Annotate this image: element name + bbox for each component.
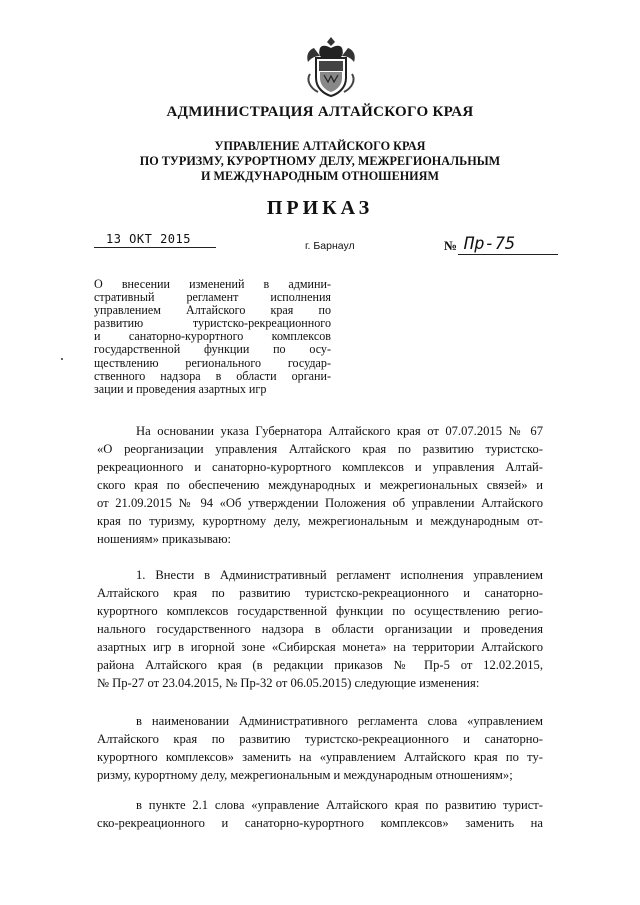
clause-2-1-paragraph bbox=[97, 796, 543, 832]
order-number: Пр-75 bbox=[464, 234, 516, 254]
paragraph-line: ско-рекреационного и санаторно-курортного комплексов» заменить на bbox=[97, 816, 543, 830]
subject-line: стративный регламент исполнения bbox=[94, 290, 331, 305]
title-change-paragraph bbox=[97, 712, 543, 784]
subject-line: развитию туристско-рекреационного bbox=[94, 316, 331, 331]
paragraph-line: № Пр-27 от 23.04.2015, № Пр-32 от 06.05.2015) следующие изменения: bbox=[97, 676, 480, 690]
date-underline bbox=[94, 247, 216, 248]
paragraph-line: На основании указа Губернатора Алтайского края от 07.07.2015 № 67 bbox=[136, 424, 543, 438]
order-subject bbox=[94, 278, 331, 396]
paragraph-line: ризму, курортному делу, межрегиональным и международным отношениям»; bbox=[97, 768, 513, 782]
paragraph-line: ношениям» приказываю: bbox=[97, 532, 232, 546]
paragraph-line: Алтайского края по развитию туристско-рекреационного и санаторно- bbox=[97, 732, 543, 746]
number-underline bbox=[458, 254, 558, 255]
paragraph-line: азартных игр в игорной зоне «Сибирская монета» на территории Алтайского bbox=[97, 640, 543, 654]
paragraph-line: края по туризму, курортному делу, межрегиональным и международным от- bbox=[97, 514, 543, 528]
subject-line: ственного надзора в области органи- bbox=[94, 368, 331, 383]
paragraph-line: рекреационного и санаторно-курортного комплексов и управления Алтай- bbox=[97, 460, 543, 474]
paragraph-line: курортного комплексов государственной функции по осуществлению регио- bbox=[97, 604, 543, 618]
subject-line: и санаторно-курортного комплексов bbox=[94, 329, 331, 344]
paragraph-line: района Алтайского края (в редакции приказов № Пр-5 от 12.02.2015, bbox=[97, 658, 543, 672]
paragraph-line: «О реорганизации управления Алтайского края по развитию туристско- bbox=[97, 442, 543, 456]
preamble-paragraph bbox=[97, 422, 543, 548]
coat-of-arms-icon bbox=[302, 34, 360, 98]
subject-line: государственной функции по осу- bbox=[94, 342, 331, 357]
paragraph-line: от 21.09.2015 № 94 «Об утверждении Положения об управлении Алтайского bbox=[97, 496, 543, 510]
paragraph-line: ского края по обеспечению международных и межрегиональных связей» и bbox=[97, 478, 543, 492]
subject-line: зации и проведения азартных игр bbox=[94, 381, 267, 396]
department-title-line: ПО ТУРИЗМУ, КУРОРТНОМУ ДЕЛУ, МЕЖРЕГИОНАЛЬНЫМ bbox=[139, 154, 501, 168]
paragraph-line: в пункте 2.1 слова «управление Алтайского края по развитию турист- bbox=[136, 798, 543, 812]
subject-line: О внесении изменений в админи- bbox=[94, 277, 331, 291]
subject-line: управлением Алтайского края по bbox=[94, 303, 331, 318]
paragraph-line: Алтайского края по развитию туристско-рекреационного и санаторно- bbox=[97, 586, 543, 600]
subject-line: ществлению регионального государ- bbox=[94, 355, 331, 370]
department-title-line: И МЕЖДУНАРОДНЫМ ОТНОШЕНИЯМ bbox=[201, 169, 439, 183]
paragraph-line: в наименовании Административного регламента слова «управлением bbox=[136, 714, 543, 728]
department-title bbox=[0, 139, 640, 184]
margin-dot bbox=[61, 358, 63, 360]
paragraph-line: курортного комплексов» заменить на «управлением Алтайского края по ту- bbox=[97, 750, 543, 764]
order-date: 13 ОКТ 2015 bbox=[106, 232, 191, 246]
paragraph-line: 1. Внести в Административный регламент исполнения управлением bbox=[136, 568, 543, 582]
document-type: ПРИКАЗ bbox=[266, 197, 374, 219]
department-title-line: УПРАВЛЕНИЕ АЛТАЙСКОГО КРАЯ bbox=[214, 139, 426, 153]
city-label: г. Барнаул bbox=[305, 240, 355, 252]
number-label: № bbox=[444, 238, 458, 253]
paragraph-line: нального государственного надзора в области организации и проведения bbox=[97, 622, 543, 636]
clause-1-paragraph bbox=[97, 566, 543, 692]
administration-title: АДМИНИСТРАЦИЯ АЛТАЙСКОГО КРАЯ bbox=[166, 104, 474, 120]
